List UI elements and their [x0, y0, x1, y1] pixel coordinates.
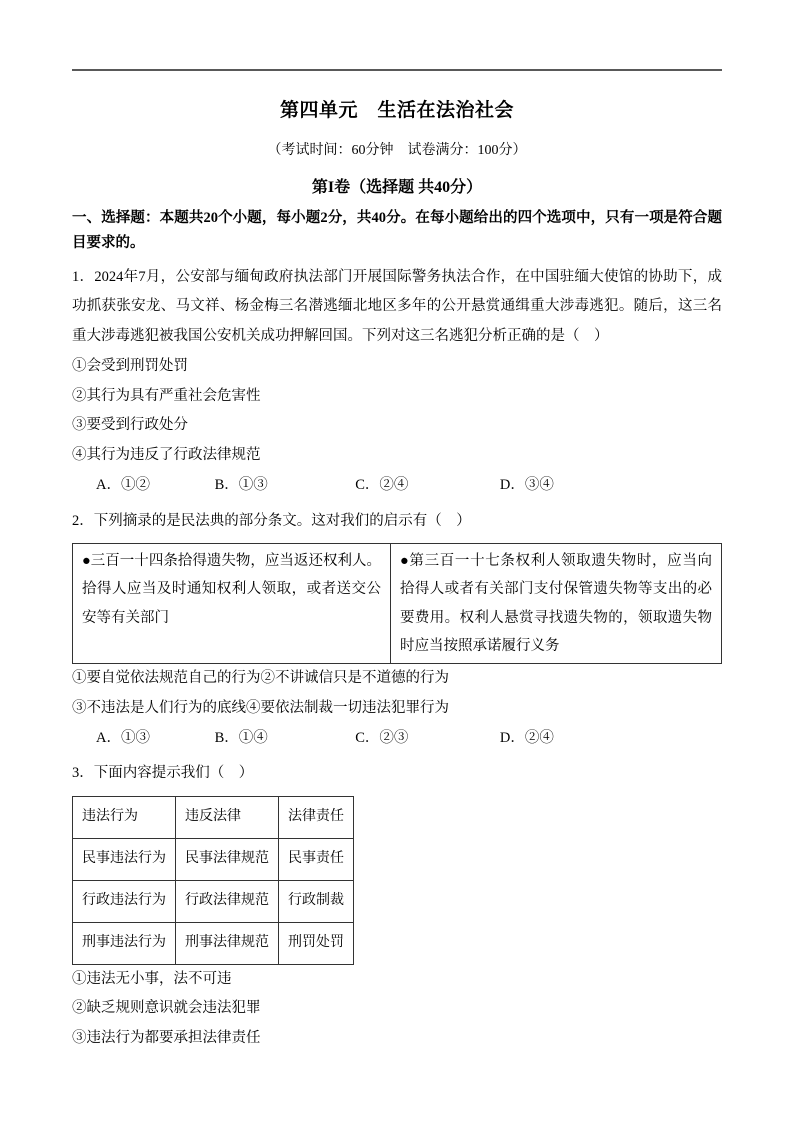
- illegal-acts-table: [72, 796, 354, 965]
- question-1-option-2: ②其行为具有严重社会危害性: [72, 387, 261, 404]
- table-row: [73, 544, 722, 664]
- table-cell: 行政违法行为: [73, 880, 176, 922]
- question-2-choice-b: B．①④: [214, 729, 268, 746]
- header-divider: [72, 69, 722, 71]
- question-1-choices: [72, 471, 722, 501]
- excerpt-article-314-cell: ●三百一十四条拾得遗失物，应当返还权利人。拾得人应当及时通知权利人领取，或者送交公安等有关部门: [73, 544, 391, 664]
- question-3-stem: [72, 759, 722, 789]
- excerpt-article-317-cell: ●第三百一十七条权利人领取遗失物时，应当向拾得人或者有关部门支付保管遗失物等支出的必要费用。权利人悬赏寻找遗失物的，领取遗失物时应当按照承诺履行义务: [391, 544, 722, 664]
- question-2-stem: [72, 507, 722, 537]
- exam-info: （考试时间：60分钟 试卷满分：100分）: [267, 143, 527, 158]
- question-3-number: 3．: [72, 765, 94, 782]
- question-1-choice-a: A．①②: [96, 476, 150, 493]
- table-header-row: [73, 797, 354, 839]
- table-header-cell: 违反法律: [176, 797, 279, 839]
- table-row: [73, 922, 354, 964]
- table-row: [73, 880, 354, 922]
- table-cell: 民事责任: [279, 839, 354, 881]
- civil-code-excerpt-table: [72, 543, 722, 664]
- table-cell: 刑事违法行为: [73, 922, 176, 964]
- table-row: [73, 839, 354, 881]
- question-3-option-3: ③违法行为都要承担法律责任: [72, 1030, 261, 1047]
- page-title: 第四单元 生活在法治社会: [279, 100, 514, 121]
- table-header-cell: 法律责任: [279, 797, 354, 839]
- question-1-option-1: ①会受到刑罚处罚: [72, 357, 188, 374]
- table-cell: 民事违法行为: [73, 839, 176, 881]
- question-1-number: 1．: [72, 268, 95, 285]
- question-2-option-line-2: ③不违法是人们行为的底线④要依法制裁一切违法犯罪行为: [72, 700, 449, 716]
- question-2-choice-d: D．②④: [499, 729, 554, 746]
- section-instructions: 一、选择题：本题共20个小题，每小题2分，共40分。在每小题给出的四个选项中，只有一项是符合题目要求的。: [72, 210, 722, 252]
- question-3-option-1: ①违法无小事，法不可违: [72, 970, 232, 987]
- question-1: [72, 263, 722, 501]
- question-1-option-3: ③要受到行政处分: [72, 417, 188, 434]
- table-cell: 刑罚处罚: [279, 922, 354, 964]
- section-title: 第I卷（选择题 共40分）: [311, 179, 483, 196]
- question-1-choice-d: D．③④: [499, 476, 554, 493]
- question-2-option-line-1: ①要自觉依法规范自己的行为②不讲诚信只是不道德的行为: [72, 670, 449, 687]
- question-1-choice-c: C．②④: [355, 476, 409, 493]
- table-cell: 民事法律规范: [176, 839, 279, 881]
- question-2: [72, 507, 722, 754]
- question-1-text: 2024年7月，公安部与缅甸政府执法部门开展国际警务执法合作，在中国驻缅大使馆的协助下，成功抓获张安龙、马文祥、杨金梅三名潜逃缅北地区多年的公开悬赏通缉重大涉毒逃犯。随后，这三名重大涉毒逃犯被我国公安机关成功押解回国。下列对这三名逃犯分析正确的是（ ）: [72, 268, 723, 345]
- question-3-text: 下面内容提示我们（ ）: [93, 765, 254, 782]
- table-header-cell: 违法行为: [73, 797, 176, 839]
- question-2-number: 2．: [72, 512, 94, 529]
- question-2-choice-a: A．①③: [96, 729, 150, 746]
- table-cell: 刑事法律规范: [176, 922, 279, 964]
- question-1-stem: [72, 263, 722, 352]
- question-3-option-2: ②缺乏规则意识就会违法犯罪: [72, 1000, 261, 1017]
- question-2-choice-c: C．②③: [355, 729, 409, 746]
- table-cell: 行政制裁: [279, 880, 354, 922]
- question-2-text: 下列摘录的是民法典的部分条文。这对我们的启示有（ ）: [93, 512, 471, 529]
- question-2-choices: [72, 724, 722, 754]
- table-cell: 行政法律规范: [176, 880, 279, 922]
- question-1-option-4: ④其行为违反了行政法律规范: [72, 447, 261, 464]
- question-1-choice-b: B．①③: [214, 476, 268, 493]
- question-3: [72, 759, 722, 1053]
